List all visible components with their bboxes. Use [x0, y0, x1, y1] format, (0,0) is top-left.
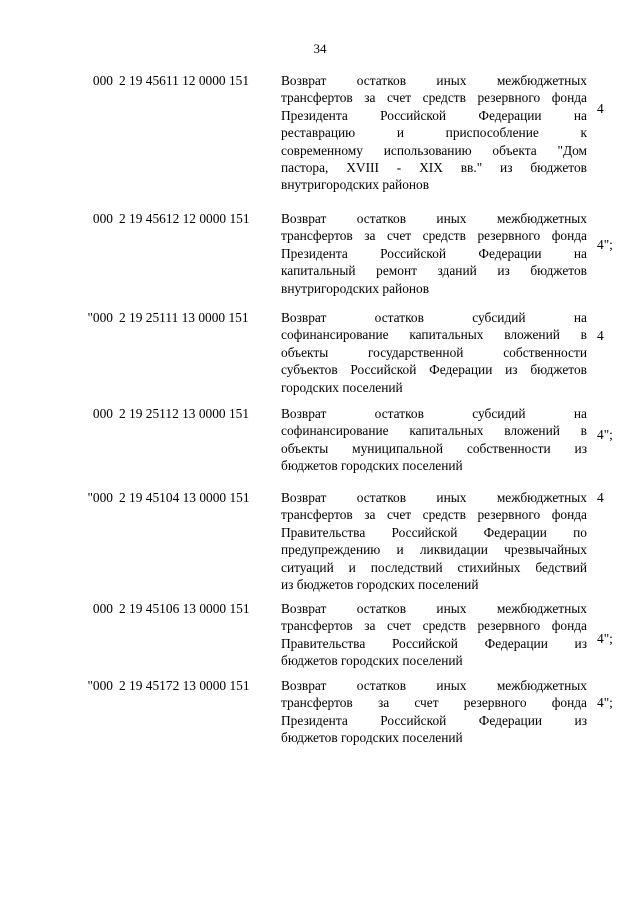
budget-classification-code: 2 19 45104 13 0000 151: [119, 490, 250, 505]
row-amount: 4";: [597, 237, 613, 252]
row-description: [281, 677, 587, 747]
description-line: Правительства Российской Федерации из: [281, 635, 587, 651]
admin-code: "000: [87, 310, 113, 325]
description-line: Возврат остатков иных межбюджетных: [281, 211, 587, 226]
description-line: внутригородских районов: [281, 280, 430, 296]
row-description: [281, 489, 587, 593]
description-line: капитальный ремонт зданий из бюджетов: [281, 263, 587, 279]
admin-code: "000: [87, 678, 113, 693]
row-amount: 4: [597, 101, 604, 116]
row-amount: 4: [597, 328, 604, 343]
description-line: трансфертов за счет средств резервного фонда: [281, 90, 587, 106]
description-line: Президента Российской Федерации из: [281, 712, 587, 728]
budget-classification-code: 2 19 45106 13 0000 151: [119, 601, 250, 616]
description-line: трансфертов за счет средств резервного фонда: [281, 507, 587, 523]
row-description: [281, 210, 587, 297]
admin-code: 000: [92, 406, 113, 421]
budget-classification-code: 2 19 45611 12 0000 151: [119, 73, 250, 88]
budget-classification-code: 2 19 45172 13 0000 151: [119, 678, 250, 693]
description-line: бюджетов городских поселений: [281, 653, 463, 669]
page-number: 34: [313, 41, 327, 56]
budget-classification-code: 2 19 25111 13 0000 151: [119, 310, 249, 325]
description-line: софинансирование капитальных вложений в: [281, 327, 587, 343]
description-line: ситуаций и последствий стихийных бедствий: [281, 559, 587, 575]
description-line: пастора, XVIII - XIX вв." из бюджетов: [281, 160, 587, 176]
row-description: [281, 600, 587, 670]
admin-code: 000: [92, 211, 113, 226]
description-line: софинансирование капитальных вложений в: [281, 423, 587, 439]
description-line: объекты муниципальной собственности из: [281, 440, 587, 456]
description-line: городских поселений: [281, 379, 403, 395]
description-line: Возврат остатков иных межбюджетных: [281, 678, 587, 693]
description-line: трансфертов за счет средств резервного фонда: [281, 228, 587, 244]
description-line: Возврат остатков субсидий на: [281, 310, 587, 325]
admin-code: "000: [87, 490, 113, 505]
description-line: современному использованию объекта "Дом: [281, 142, 587, 158]
row-amount: 4";: [597, 631, 613, 646]
description-line: Правительства Российской Федерации по: [281, 524, 587, 540]
description-line: Возврат остатков иных межбюджетных: [281, 601, 587, 616]
description-line: трансфертов за счет резервного фонда: [281, 695, 587, 711]
description-line: субъектов Российской Федерации из бюджетов: [281, 362, 587, 378]
budget-classification-code: 2 19 45612 12 0000 151: [119, 211, 250, 226]
description-line: внутригородских районов: [281, 177, 430, 193]
row-description: [281, 72, 587, 194]
description-line: Возврат остатков иных межбюджетных: [281, 73, 587, 88]
description-line: Возврат остатков субсидий на: [281, 406, 587, 421]
row-description: [281, 405, 587, 475]
description-line: реставрацию и приспособление к: [281, 125, 587, 141]
row-description: [281, 309, 587, 396]
admin-code: 000: [92, 73, 113, 88]
description-line: Президента Российской Федерации на: [281, 107, 587, 123]
description-line: из бюджетов городских поселений: [281, 577, 479, 593]
description-line: трансфертов за счет средств резервного фонда: [281, 618, 587, 634]
description-line: предупреждению и ликвидации чрезвычайных: [281, 542, 587, 558]
description-line: Возврат остатков иных межбюджетных: [281, 490, 587, 505]
description-line: бюджетов городских поселений: [281, 730, 463, 746]
row-amount: 4";: [597, 695, 613, 710]
description-line: бюджетов городских поселений: [281, 458, 463, 474]
budget-classification-code: 2 19 25112 13 0000 151: [119, 406, 250, 421]
row-amount: 4";: [597, 427, 613, 442]
row-amount: 4: [597, 490, 604, 505]
description-line: Президента Российской Федерации на: [281, 245, 587, 261]
admin-code: 000: [92, 601, 113, 616]
description-line: объекты государственной собственности: [281, 344, 587, 360]
